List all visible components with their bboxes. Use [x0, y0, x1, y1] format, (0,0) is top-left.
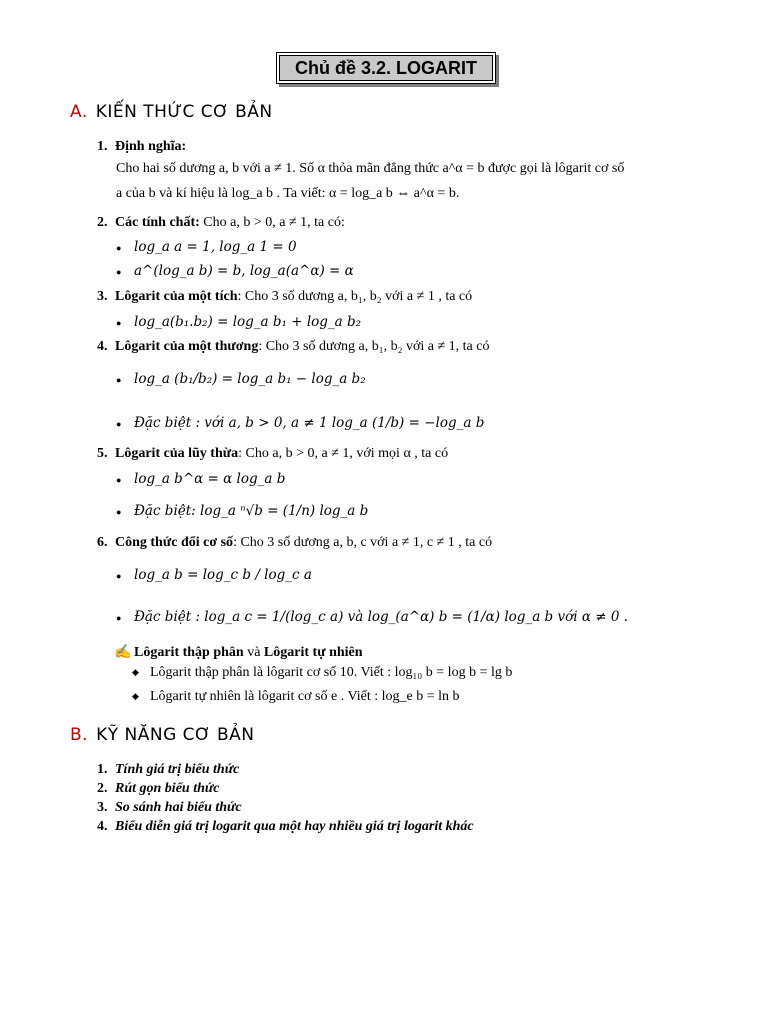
item-6-bullet-2	[116, 609, 628, 626]
bullet-dot-icon: ●	[116, 374, 122, 385]
item-2-heading	[97, 215, 345, 231]
item-3-number: 3.	[97, 289, 108, 304]
item-5-heading	[97, 446, 448, 462]
item-2-text: Cho a, b > 0, a ≠ 1, ta có:	[199, 215, 345, 230]
skill-text: Biểu diễn giá trị logarit qua một hay nhiều giá trị logarit khác	[115, 819, 474, 834]
skill-text: Rút gọn biểu thức	[115, 781, 220, 796]
item-3-bullet-1	[116, 314, 361, 331]
skill-item	[97, 800, 242, 816]
skill-item	[97, 781, 219, 797]
item-4-text: : Cho 3 số dương a, b₁, b₂ với a ≠ 1, ta có	[258, 339, 490, 354]
item-2-bullet-1	[116, 239, 297, 256]
section-b-label: KỸ NĂNG CƠ BẢN	[96, 725, 255, 745]
bullet-dot-icon: ●	[116, 506, 122, 517]
item-2-formula-2: a^(log_a b) = b, log_a(a^α) = α	[134, 263, 354, 279]
skill-text: Tính giá trị biểu thức	[115, 762, 240, 777]
item-6-heading	[97, 535, 492, 551]
item-5-text: : Cho a, b > 0, a ≠ 1, với mọi α , ta có	[238, 446, 449, 461]
item-4-formula-2: Đặc biệt : với a, b > 0, a ≠ 1 log_a (1/b) = −log_a b	[134, 415, 485, 431]
skill-number: 1.	[97, 762, 108, 777]
skill-text: So sánh hai biểu thức	[115, 800, 242, 815]
item-5-title: Lôgarit của lũy thừa	[115, 446, 239, 461]
note-item-1	[132, 665, 512, 681]
section-b-heading	[70, 725, 254, 745]
item-3-text: : Cho 3 số dương a, b₁, b₂ với a ≠ 1 , ta có	[237, 289, 473, 304]
item-5-bullet-1	[116, 471, 285, 488]
note-item-2	[132, 689, 460, 705]
section-a-heading	[70, 102, 273, 122]
item-3-title: Lôgarit của một tích	[115, 289, 238, 304]
skill-number: 3.	[97, 800, 108, 815]
skill-number: 2.	[97, 781, 108, 796]
item-5-bullet-2	[116, 503, 368, 520]
item-4-bullet-1	[116, 371, 366, 388]
item-3-formula-1: log_a(b₁.b₂) = log_a b₁ + log_a b₂	[134, 314, 362, 330]
item-6-formula-1: log_a b = log_c b / log_c a	[134, 567, 312, 583]
item-5-number: 5.	[97, 446, 108, 461]
item-6-text: : Cho 3 số dương a, b, c với a ≠ 1, c ≠ 1 , ta có	[233, 535, 493, 550]
note-title-2: Lôgarit tự nhiên	[263, 645, 363, 660]
bullet-dot-icon: ●	[116, 570, 122, 581]
note-text-1: Lôgarit thập phân là lôgarit cơ số 10. Viết : log₁₀ b = log b = lg b	[150, 665, 513, 680]
note-and: và	[243, 645, 264, 660]
item-4-title: Lôgarit của một thương	[115, 339, 259, 354]
skill-number: 4.	[97, 819, 108, 834]
item-1-line-1: Cho hai số dương a, b với a ≠ 1. Số α thỏa mãn đẳng thức a^α = b được gọi là lôgarit cơ số	[116, 161, 625, 176]
skill-item	[97, 762, 239, 778]
writing-hand-icon: ✍	[114, 645, 132, 660]
item-4-formula-1: log_a (b₁/b₂) = log_a b₁ − log_a b₂	[134, 371, 366, 387]
note-title-1: Lôgarit thập phân	[134, 645, 244, 660]
item-1-line-2: a của b và kí hiệu là log_a b . Ta viết: α = log_a b ⇔ a^α = b.	[116, 186, 460, 201]
bullet-dot-icon: ●	[116, 612, 122, 623]
item-2-number: 2.	[97, 215, 108, 230]
section-b-letter: B.	[70, 725, 89, 745]
item-2-formula-1: log_a a = 1, log_a 1 = 0	[134, 239, 297, 255]
item-6-formula-2: Đặc biệt : log_a c = 1/(log_c a) và log_(a^α) b = (1/α) log_a b với α ≠ 0 .	[134, 609, 629, 625]
section-a-letter: A.	[70, 102, 88, 122]
page-title: Chủ đề 3.2. LOGARIT	[279, 55, 493, 81]
bullet-dot-icon: ●	[116, 266, 122, 277]
bullet-dot-icon: ●	[116, 474, 122, 485]
item-1-number: 1.	[97, 139, 108, 154]
bullet-dot-icon: ●	[116, 317, 122, 328]
item-2-bullet-2	[116, 263, 354, 280]
item-1-title: Định nghĩa:	[115, 139, 187, 154]
section-a-label: KIẾN THỨC CƠ BẢN	[95, 102, 273, 122]
item-4-bullet-2	[116, 415, 484, 432]
item-6-bullet-1	[116, 567, 312, 584]
diamond-bullet-icon: ◆	[132, 691, 139, 702]
bullet-dot-icon: ●	[116, 242, 122, 253]
item-5-formula-2: Đặc biệt: log_a ⁿ√b = (1/n) log_a b	[134, 503, 369, 519]
item-1-heading	[97, 139, 186, 155]
bullet-dot-icon: ●	[116, 418, 122, 429]
note-heading	[114, 644, 363, 661]
diamond-bullet-icon: ◆	[132, 667, 139, 678]
item-3-heading	[97, 289, 472, 305]
note-text-2: Lôgarit tự nhiên là lôgarit cơ số e . Viết : log_e b = ln b	[150, 689, 460, 704]
item-6-title: Công thức đổi cơ số	[115, 535, 234, 550]
item-6-number: 6.	[97, 535, 108, 550]
item-2-title: Các tính chất:	[115, 215, 200, 230]
title-box	[276, 52, 496, 84]
item-5-formula-1: log_a b^α = α log_a b	[134, 471, 286, 487]
item-4-heading	[97, 339, 489, 355]
item-4-number: 4.	[97, 339, 108, 354]
skill-item	[97, 819, 474, 835]
